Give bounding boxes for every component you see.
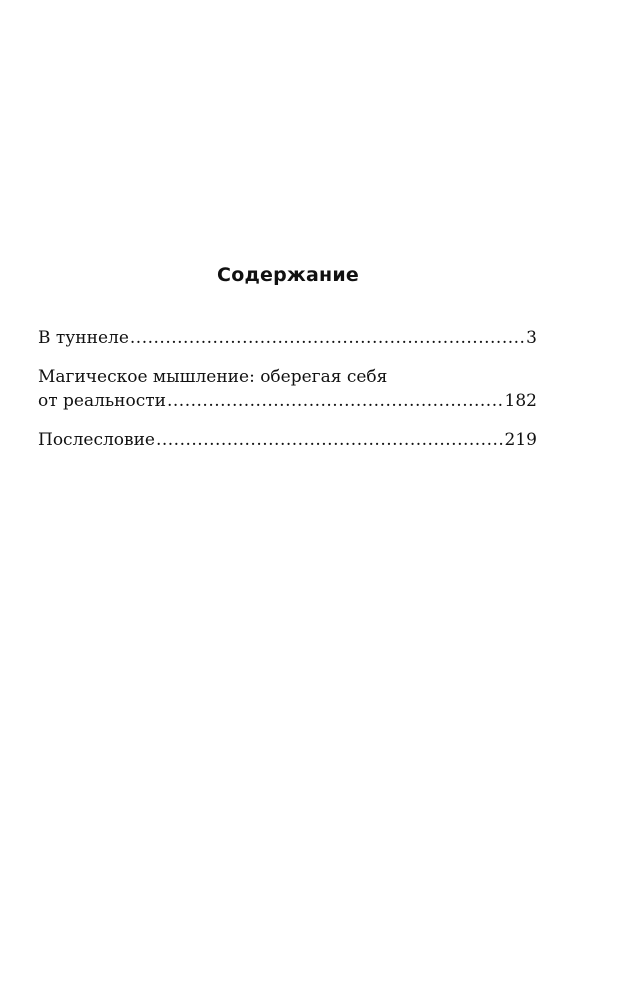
toc-entry-title: Послесловие — [38, 430, 155, 450]
toc-entry[interactable] — [38, 365, 537, 413]
page-title: Содержание — [217, 264, 359, 286]
toc-entry-title-line1: Магическое мышление: оберегая себя — [38, 367, 388, 387]
dot-leader — [167, 389, 504, 413]
table-of-contents — [38, 326, 537, 452]
toc-entry[interactable] — [38, 428, 537, 452]
toc-entry-page-number: 219 — [504, 430, 537, 450]
toc-entry-row — [38, 326, 537, 350]
toc-entry-page-number: 182 — [504, 391, 537, 411]
toc-entry-page-number: 3 — [526, 328, 537, 348]
toc-entry-row — [38, 389, 537, 413]
toc-entry-title: В туннеле — [38, 328, 129, 348]
toc-entry[interactable] — [38, 326, 537, 350]
dot-leader — [156, 428, 504, 452]
toc-entry-title-line2: от реальности — [38, 391, 166, 411]
toc-entry-row — [38, 428, 537, 452]
dot-leader — [130, 326, 525, 350]
